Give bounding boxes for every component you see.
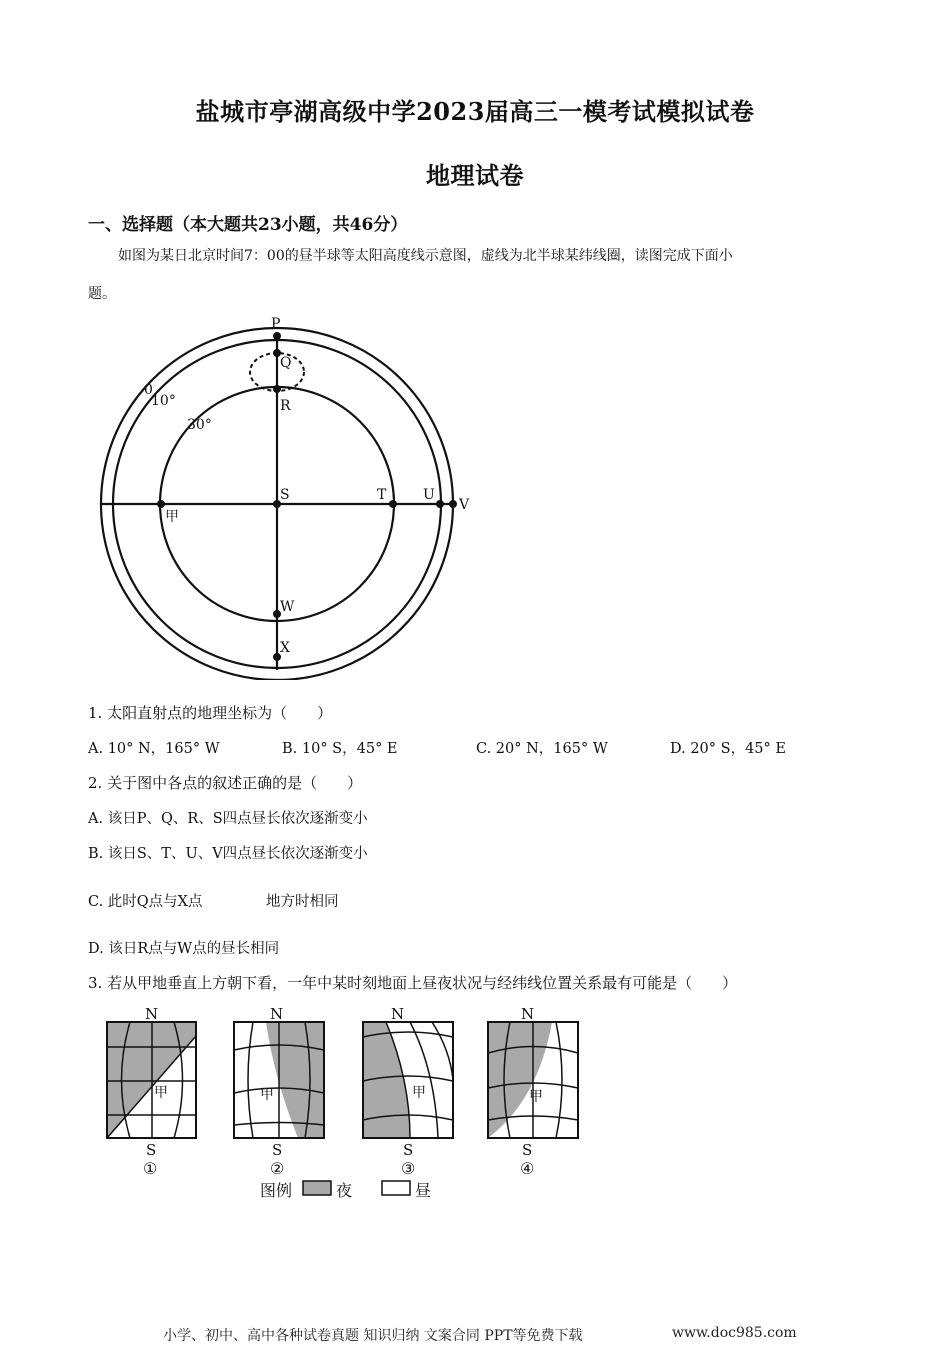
- point-p: [273, 332, 281, 340]
- label-w: W: [280, 599, 295, 615]
- legend-night-label: 夜: [336, 1181, 353, 1200]
- legend-day-swatch: [382, 1181, 410, 1195]
- panel-3-n: N: [391, 1005, 405, 1023]
- panel-4-jia: 甲: [529, 1089, 543, 1105]
- panel-2-s: S: [272, 1141, 283, 1159]
- panel-4-s: S: [522, 1141, 533, 1159]
- panel-2-number: ②: [270, 1159, 285, 1178]
- q2-option-a[interactable]: A. 该日P、Q、R、S四点昼长依次逐渐变小: [88, 811, 368, 827]
- legend-day-label: 昼: [415, 1181, 432, 1200]
- panel-1-jia: 甲: [154, 1085, 168, 1101]
- footer-text: 小学、初中、高中各种试卷真题 知识归纳 文案合同 PPT等免费下载: [163, 1328, 583, 1344]
- question-3: 3. 若从甲地垂直上方朝下看，一年中某时刻地面上昼夜状况与经纬线位置关系最有可能是（ ）: [88, 974, 738, 992]
- panel-1-s: S: [146, 1141, 157, 1159]
- point-u: [436, 500, 444, 508]
- panel-2-night: [266, 1022, 324, 1138]
- section-heading: 一、选择题（本大题共23小题，共46分）: [88, 215, 408, 235]
- question-2: 2. 关于图中各点的叙述正确的是（ ）: [88, 774, 363, 792]
- label-v: V: [459, 497, 470, 513]
- panel-4: [488, 1005, 578, 1178]
- panel-3-number: ③: [401, 1159, 416, 1178]
- panel-3: [363, 1005, 453, 1178]
- intro-line-2: 题。: [88, 286, 116, 302]
- label-x: X: [280, 640, 290, 656]
- point-r: [273, 385, 281, 393]
- legend-night-swatch: [303, 1181, 331, 1195]
- panel-2-n: N: [270, 1005, 284, 1023]
- label-t: T: [377, 487, 387, 503]
- question-1: 1. 太阳直射点的地理坐标为（ ）: [88, 704, 333, 722]
- label-jia: 甲: [165, 509, 179, 525]
- q2-option-c-tail: 地方时相同: [266, 894, 339, 910]
- q1-option-d[interactable]: D. 20° S，45° E: [670, 741, 786, 757]
- intro-line-1: 如图为某日北京时间7：00的昼半球等太阳高度线示意图，虚线为北半球某纬线圈，读图完成下面小: [118, 248, 733, 264]
- label-deg-0: 0: [144, 382, 153, 398]
- sun-altitude-diagram: [90, 310, 490, 680]
- exam-subtitle: 地理试卷: [426, 161, 524, 190]
- q1-option-c[interactable]: C. 20° N，165° W: [476, 741, 608, 757]
- label-q: Q: [280, 355, 292, 371]
- label-deg-30: 30°: [187, 417, 212, 433]
- point-jia: [157, 500, 165, 508]
- panel-1-number: ①: [143, 1159, 158, 1178]
- q1-option-a[interactable]: A. 10° N，165° W: [88, 741, 220, 757]
- panel-4-night: [488, 1022, 552, 1138]
- legend: [260, 1181, 431, 1200]
- panel-1: [107, 1005, 196, 1178]
- label-s: S: [280, 487, 290, 503]
- q1-option-b[interactable]: B. 10° S，45° E: [282, 741, 398, 757]
- panel-4-number: ④: [520, 1159, 535, 1178]
- q2-option-d[interactable]: D. 该日R点与W点的昼长相同: [88, 941, 280, 957]
- panel-4-n: N: [521, 1005, 535, 1023]
- label-deg-10: 10°: [151, 393, 176, 409]
- q2-option-b[interactable]: B. 该日S、T、U、V四点昼长依次逐渐变小: [88, 846, 368, 862]
- label-p: P: [271, 316, 281, 332]
- legend-title: 图例: [260, 1181, 293, 1200]
- point-v: [449, 500, 457, 508]
- panel-2-jia: 甲: [260, 1087, 274, 1103]
- point-t: [389, 500, 397, 508]
- exam-title: 盐城市亭湖高级中学2023届高三一模考试模拟试卷: [195, 97, 755, 126]
- panel-1-n: N: [145, 1005, 159, 1023]
- footer-url[interactable]: www.doc985.com: [672, 1325, 797, 1341]
- panel-2: [234, 1005, 324, 1178]
- panel-3-jia: 甲: [412, 1085, 426, 1101]
- label-u: U: [423, 487, 435, 503]
- panel-3-s: S: [403, 1141, 414, 1159]
- q2-option-c[interactable]: C. 此时Q点与X点: [88, 894, 203, 910]
- label-r: R: [280, 398, 291, 414]
- day-night-panels: [98, 1000, 588, 1205]
